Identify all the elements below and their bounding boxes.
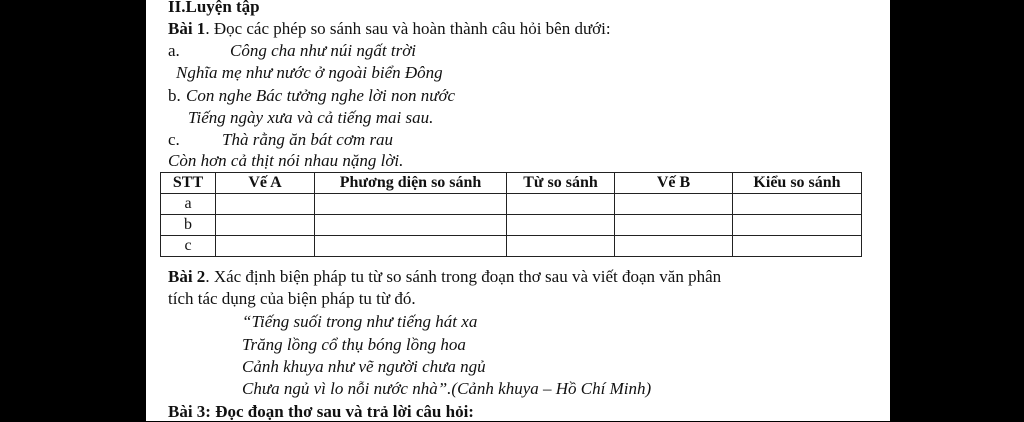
table-header-cell: STT (161, 173, 216, 194)
table-cell (216, 215, 315, 236)
table-header-cell: Vế A (216, 173, 315, 194)
bai1-text: . Đọc các phép so sánh sau và hoàn thành câu hỏi bên dưới: (205, 19, 611, 38)
table-cell-stt: a (161, 194, 216, 215)
item-c-line2: Còn hơn cả thịt nói nhau nặng lời. (168, 151, 404, 170)
bai3-heading: Bài 3: Đọc đoạn thơ sau và trả lời câu hỏi: (168, 402, 474, 421)
poem-line: Chưa ngủ vì lo nỗi nước nhà”. (242, 379, 452, 398)
table-cell-stt: c (161, 236, 216, 257)
item-c-marker: c. (168, 130, 180, 149)
table-cell-stt: b (161, 215, 216, 236)
item-b-line2: Tiếng ngày xưa và cả tiếng mai sau. (188, 108, 434, 127)
table-cell (507, 215, 615, 236)
table-cell (615, 215, 733, 236)
table-cell (733, 194, 862, 215)
table-row (161, 215, 862, 236)
poem-line: Cảnh khuya như vẽ người chưa ngủ (242, 357, 486, 376)
table-cell (507, 236, 615, 257)
item-a-line2: Nghĩa mẹ như nước ở ngoài biển Đông (176, 63, 443, 82)
table-header-row (161, 173, 862, 194)
table-cell (315, 236, 507, 257)
item-a-line1: Công cha như núi ngất trời (230, 41, 416, 60)
table-cell (615, 194, 733, 215)
table-cell (733, 236, 862, 257)
bai1-heading (168, 19, 611, 39)
poem-last-line (242, 379, 651, 399)
table-header-cell: Kiểu so sánh (733, 173, 862, 194)
bai2-heading (168, 267, 721, 287)
table-header-cell: Phương diện so sánh (315, 173, 507, 194)
bai1-label: Bài 1 (168, 19, 206, 38)
bai2-text: . Xác định biện pháp tu từ so sánh trong đoạn thơ sau và viết đoạn văn phân (205, 267, 722, 286)
item-a-marker: a. (168, 41, 180, 60)
comparison-table (160, 172, 862, 257)
table-row (161, 236, 862, 257)
section-title: II.Luyện tập (168, 0, 260, 16)
table-cell (733, 215, 862, 236)
table-header-cell: Từ so sánh (507, 173, 615, 194)
item-c-line1: Thà rằng ăn bát cơm rau (222, 130, 394, 149)
poem-line: “Tiếng suối trong như tiếng hát xa (242, 312, 478, 331)
poem-source: (Cảnh khuya – Hồ Chí Minh) (451, 379, 652, 398)
table-cell (507, 194, 615, 215)
table-cell (315, 215, 507, 236)
table-header-cell: Vế B (615, 173, 733, 194)
bai2-text2: tích tác dụng của biện pháp tu từ đó. (168, 289, 416, 308)
bai2-label: Bài 2 (168, 267, 206, 286)
poem-line: Trăng lồng cổ thụ bóng lồng hoa (242, 335, 466, 354)
item-b-marker: b. (168, 86, 181, 105)
table-cell (615, 236, 733, 257)
table-cell (216, 236, 315, 257)
table-row (161, 194, 862, 215)
item-b-line1: Con nghe Bác tưởng nghe lời non nước (186, 86, 456, 105)
table-cell (315, 194, 507, 215)
document-page (146, 0, 890, 421)
table-cell (216, 194, 315, 215)
